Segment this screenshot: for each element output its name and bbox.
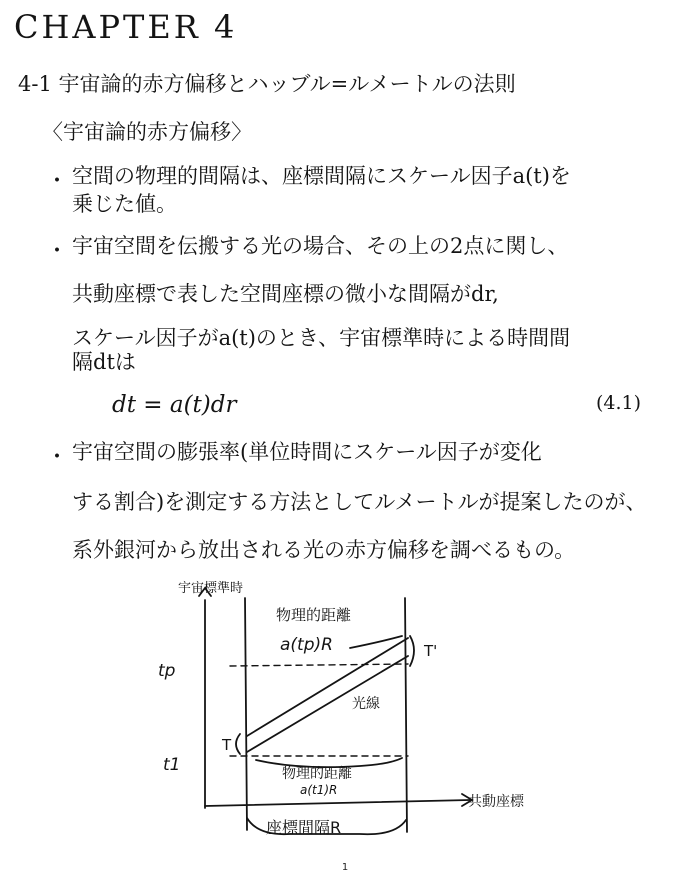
label-physical-bottom-2: a(t1)R <box>300 783 338 797</box>
T-prime-bracket <box>410 636 414 666</box>
bullet-2-line-2: 共動座標で表した空間座標の微小な間隔がdr, <box>72 282 499 306</box>
label-T-prime: T' <box>424 642 438 660</box>
label-coord-interval: 座標間隔R <box>266 818 342 837</box>
chapter-title: CHAPTER 4 <box>14 8 238 46</box>
worldline-right <box>405 598 407 832</box>
tick-tp: tp <box>158 661 176 681</box>
label-physical-bottom-1: 物理的距離 <box>282 766 352 782</box>
bullet-3-line-3: 系外銀河から放出される光の赤方偏移を調べるもの。 <box>72 538 576 562</box>
bullet-2-line-1: 宇宙空間を伝搬する光の場合、その上の2点に関し、 <box>72 234 569 258</box>
equation-number: (4.1) <box>596 392 642 414</box>
page-number: 1 <box>341 862 349 873</box>
bullet-3-line-1: 宇宙空間の膨張率(単位時間にスケール因子が変化 <box>72 440 542 464</box>
bullet-marker-1: ・ <box>46 169 69 194</box>
T-bracket <box>236 734 240 754</box>
y-axis-label: 宇宙標準時 <box>178 581 244 596</box>
tick-t1: t1 <box>163 755 181 775</box>
label-physical-top-2: a(tp)R <box>280 635 333 655</box>
bullet-1-line-1: 空間の物理的間隔は、座標間隔にスケール因子a(t)を <box>72 164 571 188</box>
bullet-marker-2: ・ <box>46 239 69 264</box>
worldline-left <box>245 598 247 830</box>
bullet-2-line-3: スケール因子がa(t)のとき、宇宙標準時による時間間 <box>72 326 571 350</box>
section-title: 4-1 宇宙論的赤方偏移とハッブル=ルメートルの法則 <box>18 72 516 96</box>
coord-axis <box>205 800 470 806</box>
bullet-1-line-2: 乗じた値。 <box>72 192 177 216</box>
light-ray-lower <box>247 656 408 752</box>
bullet-3-line-2: する割合)を測定する方法としてルメートルが提案したのが、 <box>72 490 647 514</box>
equation-4-1: dt = a(t)dr <box>112 392 237 418</box>
label-physical-top-1: 物理的距離 <box>276 606 352 624</box>
x-axis-label: 共動座標 <box>468 794 524 810</box>
label-light: 光線 <box>352 696 380 712</box>
label-T: T <box>222 736 232 754</box>
tp-dashed-line <box>230 664 408 666</box>
bullet-marker-3: ・ <box>46 445 69 470</box>
subsection-title: 〈宇宙論的赤方偏移〉 <box>42 120 252 144</box>
bullet-2-line-4: 隔dtは <box>72 350 136 374</box>
